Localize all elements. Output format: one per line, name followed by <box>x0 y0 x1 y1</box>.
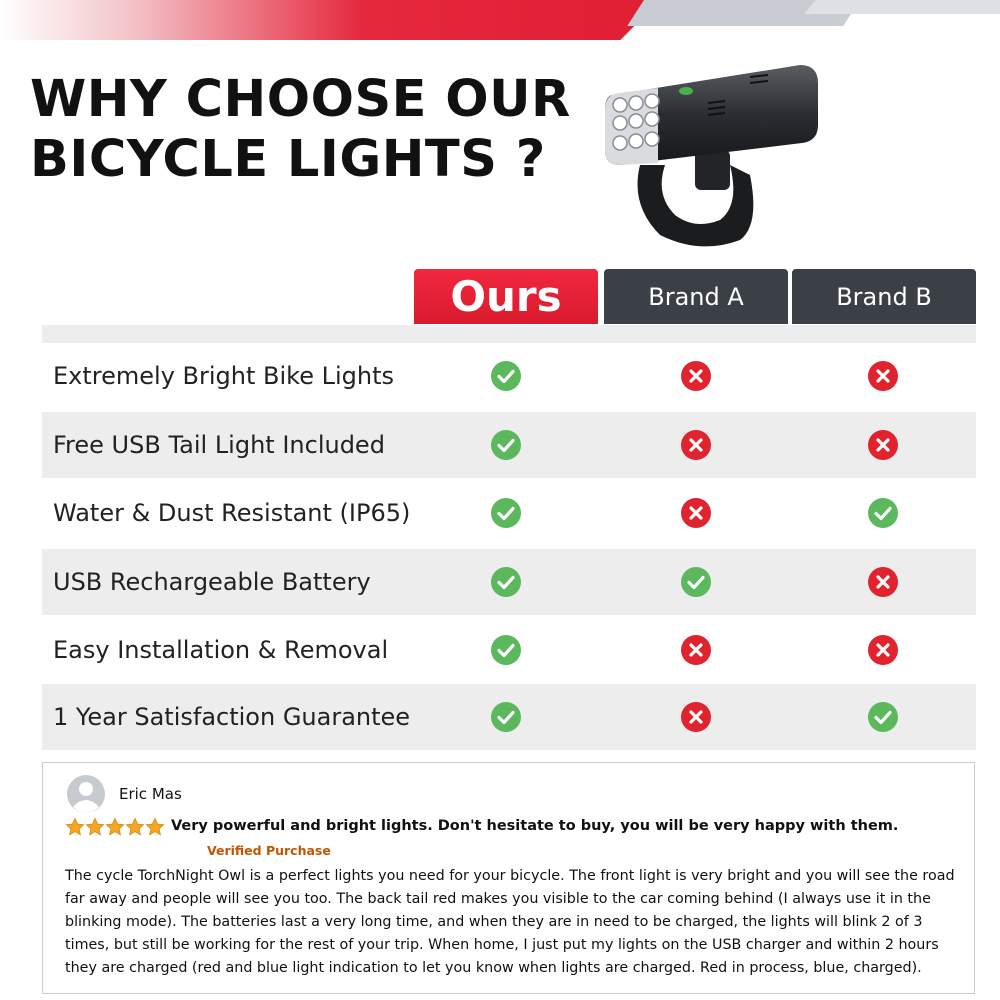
review-title: Very powerful and bright lights. Don't hesitate to buy, you will be very happy with them. <box>171 818 899 834</box>
check-circle-icon <box>868 702 898 732</box>
check-circle-icon <box>491 430 521 460</box>
feature-label: Extremely Bright Bike Lights <box>53 362 394 390</box>
reviewer-name: Eric Mas <box>119 785 182 803</box>
cross-circle-icon <box>868 635 898 665</box>
column-header-brand-b: Brand B <box>792 269 976 324</box>
cross-circle-icon <box>868 361 898 391</box>
table-header-divider <box>42 325 976 343</box>
table-row <box>42 684 976 750</box>
cross-circle-icon <box>681 498 711 528</box>
check-circle-icon <box>491 361 521 391</box>
headline-line-1: WHY CHOOSE OUR <box>30 70 571 129</box>
cross-circle-icon <box>868 567 898 597</box>
feature-label: USB Rechargeable Battery <box>53 568 371 596</box>
headline-line-2: BICYCLE LIGHTS ? <box>30 130 546 189</box>
top-banner <box>0 0 1000 40</box>
headline <box>30 70 571 190</box>
check-circle-icon <box>491 567 521 597</box>
star-icon <box>85 817 105 837</box>
customer-review <box>42 762 975 994</box>
table-row <box>42 549 976 615</box>
check-circle-icon <box>491 498 521 528</box>
column-header-brand-a: Brand A <box>604 269 788 324</box>
check-circle-icon <box>681 567 711 597</box>
feature-label: 1 Year Satisfaction Guarantee <box>53 703 411 731</box>
star-icon <box>105 817 125 837</box>
column-header-ours: Ours <box>414 269 598 324</box>
star-rating <box>65 817 165 837</box>
table-row <box>42 343 976 409</box>
banner-light-stripe <box>800 0 1000 14</box>
cross-circle-icon <box>681 635 711 665</box>
check-circle-icon <box>868 498 898 528</box>
star-icon <box>125 817 145 837</box>
feature-label: Easy Installation & Removal <box>53 636 389 664</box>
feature-label: Water & Dust Resistant (IP65) <box>53 499 411 527</box>
review-body: The cycle TorchNight Owl is a perfect lights you need for your bicycle. The front light is very bright and you will see the road far away and people will see you too. The back tail red makes you visible to the car coming behind (I always use it in the blinking mode). The batteries last a very long time, and when they are in need to be charged, the lights will blink 2 of 3 times, but still be working for the rest of your trip. When home, I just put my lights on the USB charger and within 2 hours they are charged (red and blue light indication to let you know when lights are charged. Red in process, blue, charged). <box>65 868 955 976</box>
star-icon <box>65 817 85 837</box>
cross-circle-icon <box>681 430 711 460</box>
table-row <box>42 480 976 546</box>
banner-red-stripe <box>0 0 660 40</box>
verified-purchase-badge: Verified Purchase <box>207 843 331 858</box>
user-avatar-icon <box>67 775 105 813</box>
table-row <box>42 617 976 683</box>
star-icon <box>145 817 165 837</box>
feature-label: Free USB Tail Light Included <box>53 431 385 459</box>
bike-light-image <box>600 55 830 250</box>
table-row <box>42 412 976 478</box>
check-circle-icon <box>491 702 521 732</box>
cross-circle-icon <box>681 361 711 391</box>
cross-circle-icon <box>868 430 898 460</box>
check-circle-icon <box>491 635 521 665</box>
cross-circle-icon <box>681 702 711 732</box>
